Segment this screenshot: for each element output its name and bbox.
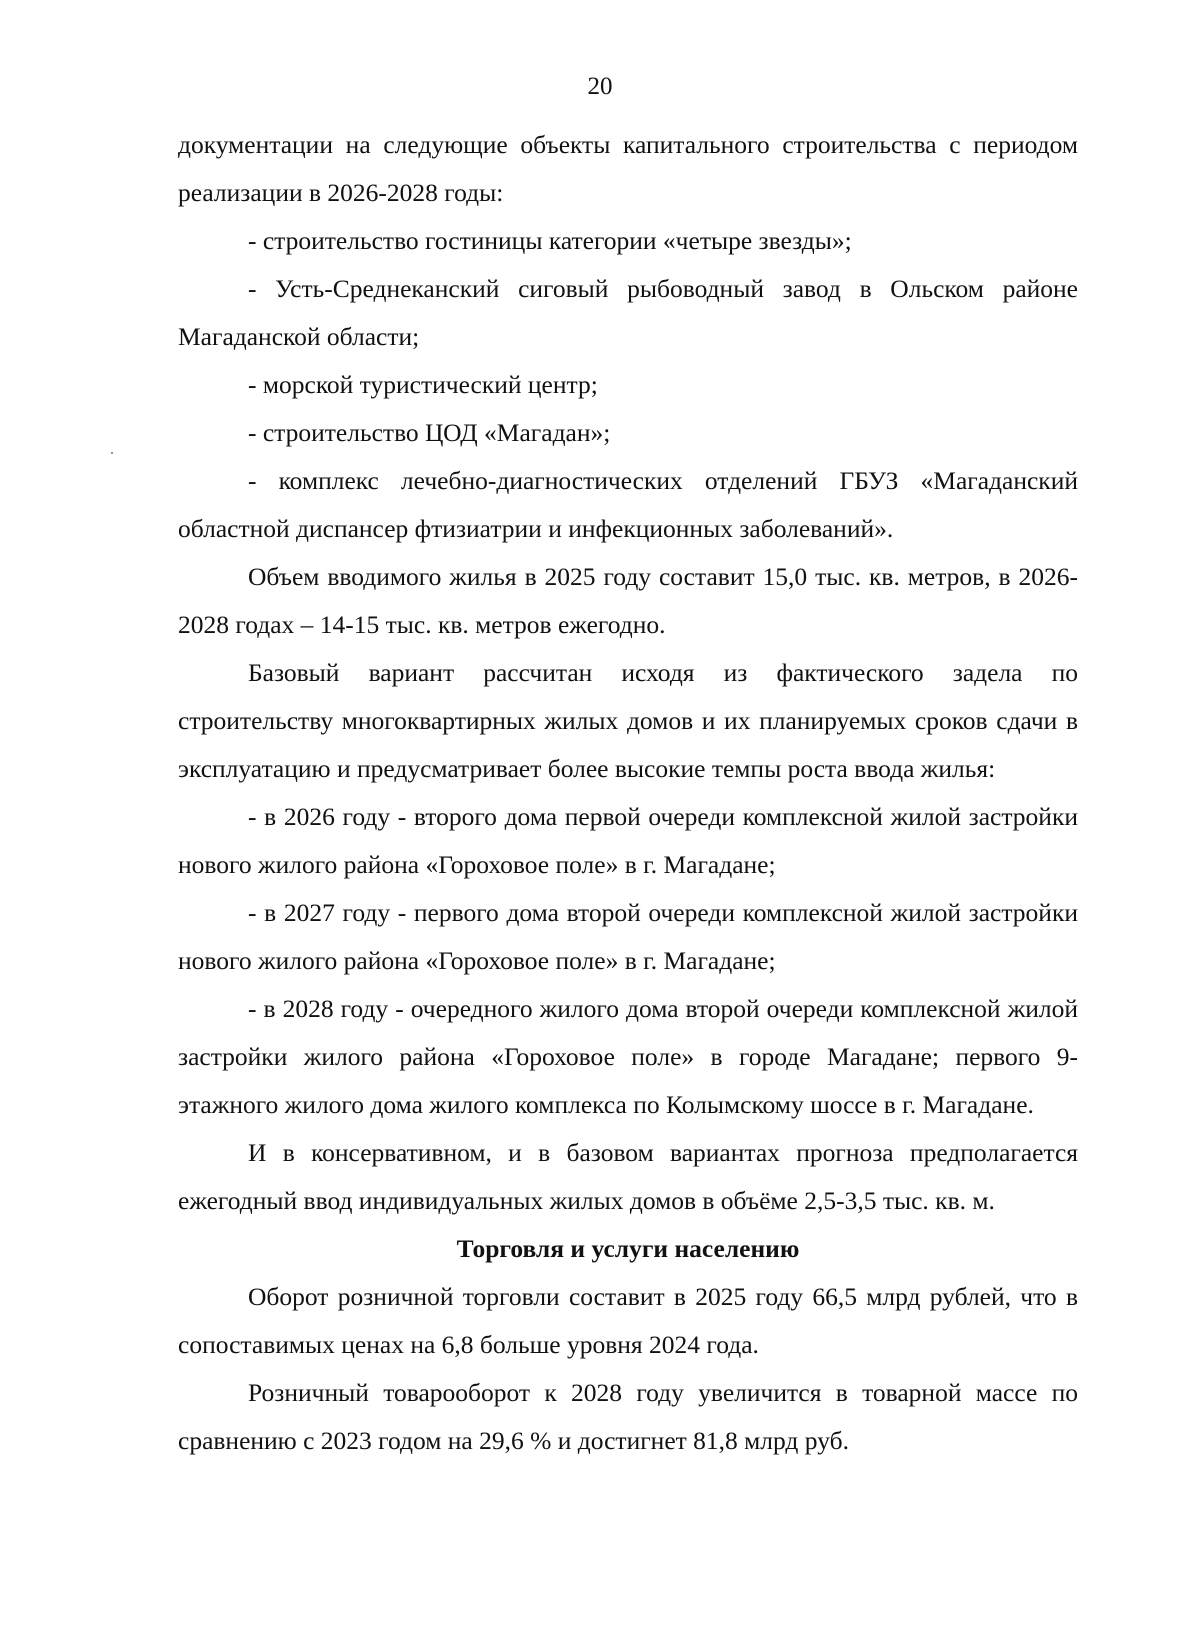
- scan-speck: [111, 452, 113, 454]
- list-item-tourist-center: - морской туристический центр;: [248, 370, 598, 399]
- paragraph-continuation: документации на следующие объекты капитального строительства с периодом реализации в 2026-2028 годы:: [178, 130, 1078, 207]
- list-item-2026: - в 2026 году - второго дома первой очереди комплексной жилой застройки нового жилого района «Гороховое поле» в г. Магадане;: [178, 802, 1078, 879]
- section-heading: Торговля и услуги населению: [456, 1234, 800, 1263]
- list-item-fish-plant: - Усть-Среднеканский сиговый рыбоводный завод в Ольском районе Магаданской области;: [178, 274, 1078, 351]
- list-item-hotel: - строительство гостиницы категории «четыре звезды»;: [248, 226, 852, 255]
- paragraph-base-scenario: Базовый вариант рассчитан исходя из фактического задела по строительству многоквартирных жилых домов и их планируемых сроков сдачи в эксплуатацию и предусматривает более высокие темпы роста ввода жилья:: [178, 658, 1078, 783]
- paragraph-housing-volume: Объем вводимого жилья в 2025 году составит 15,0 тыс. кв. метров, в 2026-2028 годах – 14-15 тыс. кв. метров ежегодно.: [178, 562, 1078, 639]
- list-item-medical-complex: - комплекс лечебно-диагностических отделений ГБУЗ «Магаданский областной диспансер фтизиатрии и инфекционных заболеваний».: [178, 466, 1078, 543]
- page-number: 20: [587, 73, 613, 100]
- paragraph-retail-turnover-2025: Оборот розничной торговли составит в 2025 году 66,5 млрд рублей, что в сопоставимых ценах на 6,8 больше уровня 2024 года.: [178, 1282, 1078, 1359]
- paragraph-retail-turnover-2028: Розничный товарооборот к 2028 году увеличится в товарной массе по сравнению с 2023 годом на 29,6 % и достигнет 81,8 млрд руб.: [178, 1378, 1078, 1455]
- document-body: [178, 121, 1078, 1465]
- list-item-data-center: - строительство ЦОД «Магадан»;: [248, 418, 611, 447]
- list-item-2028: - в 2028 году - очередного жилого дома второй очереди комплексной жилой застройки жилого района «Гороховое поле» в городе Магадане; первого 9-этажного жилого дома жилого комплекса по Колымскому шоссе в г. Магадане.: [178, 994, 1078, 1119]
- list-item-2027: - в 2027 году - первого дома второй очереди комплексной жилой застройки нового жилого района «Гороховое поле» в г. Магадане;: [178, 898, 1078, 975]
- paragraph-individual-housing: И в консервативном, и в базовом вариантах прогноза предполагается ежегодный ввод индивидуальных жилых домов в объёме 2,5-3,5 тыс. кв. м.: [178, 1138, 1078, 1215]
